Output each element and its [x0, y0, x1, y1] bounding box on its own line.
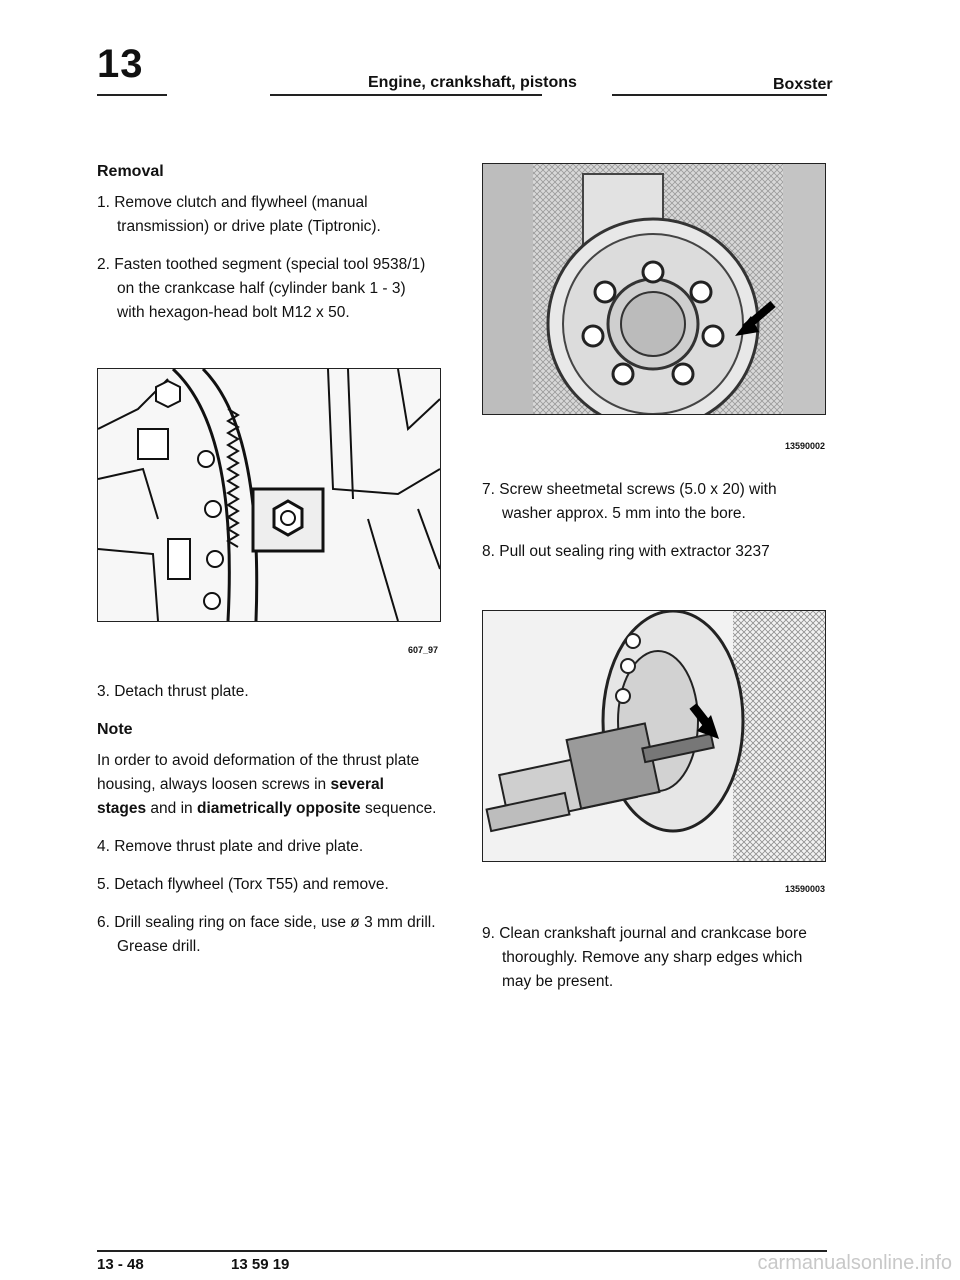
- figure-toothed-segment: [97, 368, 441, 622]
- note-text-part-1: In order to avoid deformation of the thrust plate housing, always loosen screws in: [97, 751, 420, 793]
- note-text: [97, 749, 437, 821]
- header-rule-left: [97, 94, 167, 96]
- footer-page-number: 13 - 48: [97, 1256, 144, 1273]
- note-text-part-3: sequence.: [360, 799, 437, 817]
- note-emphasis-diametrically-opposite: diametrically opposite: [196, 799, 361, 817]
- step-6: 6. Drill sealing ring on face side, use ø 3 mm drill. Grease drill.: [97, 913, 436, 955]
- step-9: 9. Clean crankshaft journal and crankcase bore thoroughly. Remove any sharp edges which may be present.: [482, 925, 807, 991]
- toothed-segment-illustration: [98, 369, 440, 621]
- figure-caption-3: 13590003: [784, 884, 825, 894]
- figure-caption-2: 13590002: [784, 441, 825, 451]
- extractor-photo: [483, 611, 825, 861]
- section-heading-removal: Removal: [97, 163, 164, 180]
- header-title: Engine, crankshaft, pistons: [368, 74, 577, 91]
- footer-section-code: 13 59 19: [231, 1256, 290, 1273]
- step-5: 5. Detach flywheel (Torx T55) and remove.: [97, 875, 389, 893]
- step-3: 3. Detach thrust plate.: [97, 683, 249, 700]
- chapter-number: 13: [97, 42, 144, 86]
- right-column-middle: [482, 478, 827, 578]
- step-1: 1. Remove clutch and flywheel (manual transmission) or drive plate (Tiptronic).: [97, 193, 381, 235]
- step-2: 2. Fasten toothed segment (special tool 9538/1) on the crankcase half (cylinder bank 1 - 3) with hexagon-head bolt M12 x 50.: [97, 255, 426, 321]
- note-heading: Note: [97, 721, 133, 739]
- left-column-bottom: [97, 680, 437, 973]
- crankshaft-flange-photo: [483, 164, 825, 414]
- right-column-bottom: [482, 922, 827, 1008]
- step-7: 7. Screw sheetmetal screws (5.0 x 20) with washer approx. 5 mm into the bore.: [482, 481, 777, 523]
- footer-rule: [97, 1250, 827, 1252]
- step-4: 4. Remove thrust plate and drive plate.: [97, 837, 364, 855]
- figure-extractor: [482, 610, 826, 862]
- figure-crankshaft-flange: [482, 163, 826, 415]
- step-8: 8. Pull out sealing ring with extractor 3237: [482, 543, 770, 561]
- header-rule-middle: [270, 94, 542, 96]
- header-rule-right: [612, 94, 827, 96]
- watermark: carmanualsonline.info: [757, 1252, 952, 1274]
- note-text-part-2: and in: [146, 799, 197, 817]
- note-emphasis-several-stages: several stages: [97, 775, 384, 817]
- figure-caption-1: 607_97: [407, 645, 438, 655]
- left-column-top: [97, 160, 437, 339]
- header-model: Boxster: [773, 76, 833, 93]
